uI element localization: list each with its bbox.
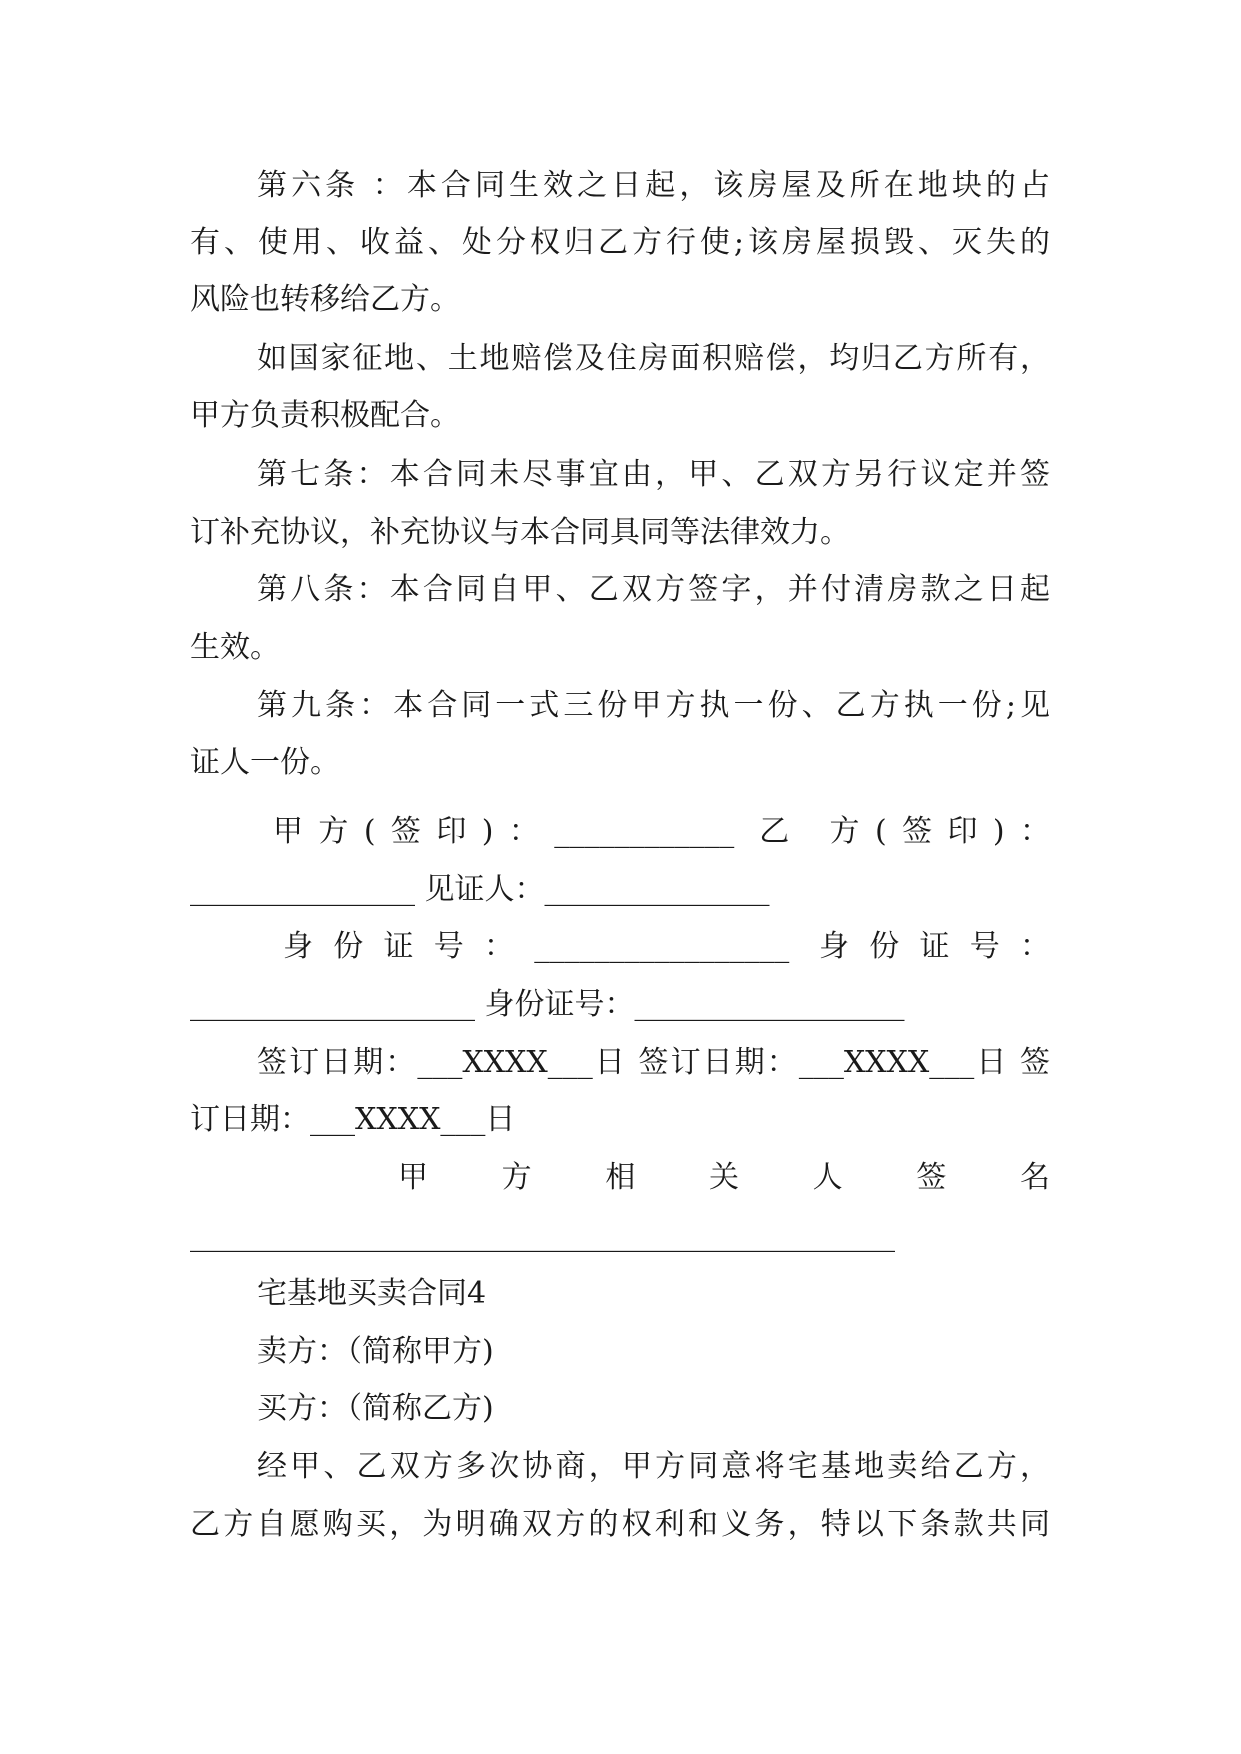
buyer-line: 买方：（简称乙方) bbox=[257, 1391, 494, 1426]
seller-line: 卖方：（简称甲方) bbox=[257, 1334, 494, 1369]
article-6-line-2: 有、使用、收益、处分权归乙方行使;该房屋损毁、灭失的 bbox=[190, 225, 1050, 260]
compensation-line-2: 甲方负责积极配合。 bbox=[190, 398, 460, 433]
id-number-line-1: 身份证号：_________________ 身份证号： bbox=[283, 929, 1050, 964]
article-7-line-1: 第七条：本合同未尽事宜由，甲、乙双方另行议定并签 bbox=[257, 457, 1050, 492]
preamble-line-1: 经甲、乙双方多次协商，甲方同意将宅基地卖给乙方， bbox=[257, 1449, 1050, 1484]
article-9-line-2: 证人一份。 bbox=[190, 745, 340, 780]
signature-underline: _______________________________________________ bbox=[190, 1218, 895, 1253]
article-8-line-2: 生效。 bbox=[190, 630, 280, 665]
preamble-line-2: 乙方自愿购买，为明确双方的权利和义务，特以下条款共同 bbox=[190, 1507, 1050, 1542]
witness-line: _______________ 见证人：_______________ bbox=[190, 872, 770, 907]
article-6-line-3: 风险也转移给乙方。 bbox=[190, 282, 460, 317]
article-7-line-2: 订补充协议，补充协议与本合同具同等法律效力。 bbox=[190, 515, 850, 550]
contract-title: 宅基地买卖合同4 bbox=[257, 1276, 487, 1311]
article-6-line-1: 第六条 ：本合同生效之日起，该房屋及所在地块的占 bbox=[257, 168, 1050, 203]
compensation-line-1: 如国家征地、土地赔偿及住房面积赔偿，均归乙方所有， bbox=[257, 341, 1050, 376]
signing-date-line-1: 签订日期：___XXXX___日 签订日期：___XXXX___日 签 bbox=[257, 1045, 1050, 1080]
signing-date-line-2: 订日期：___XXXX___日 bbox=[190, 1102, 516, 1137]
article-8-line-1: 第八条：本合同自甲、乙双方签字，并付清房款之日起 bbox=[257, 572, 1050, 607]
party-a-signature-label: 甲 方 相 关 人 签 名 bbox=[398, 1160, 1050, 1195]
article-9-line-1: 第九条：本合同一式三份甲方执一份、乙方执一份;见 bbox=[257, 688, 1050, 723]
id-number-line-2: ___________________ 身份证号：__________________ bbox=[190, 987, 905, 1022]
signature-party-line: 甲方(签印)：____________ 乙 方(签印)： bbox=[273, 814, 1050, 849]
